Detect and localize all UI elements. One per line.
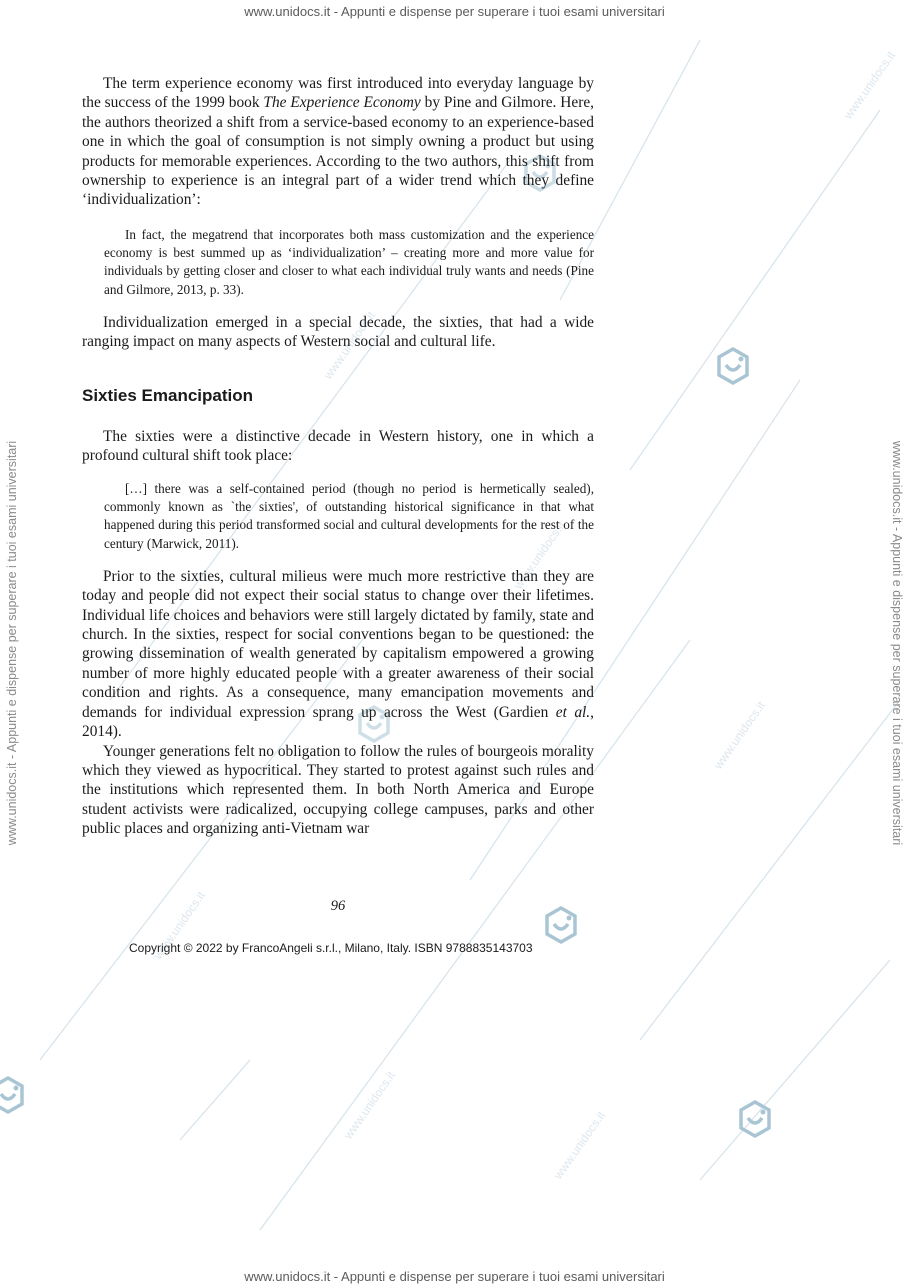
book-title: The Experience Economy <box>263 94 421 112</box>
paragraph-sixties-intro: The sixties were a distinctive decade in Western history, one in which a profound cultural shift took place: <box>82 427 594 465</box>
svg-text:www.unidocs.it: www.unidocs.it <box>320 308 378 382</box>
paragraph-text: , 2014). <box>82 703 595 741</box>
unidocs-logo-icon <box>0 1074 30 1118</box>
watermark-banner-top: www.unidocs.it - Appunti e dispense per superare i tuoi esami universitari <box>244 4 665 19</box>
paragraph-text: by Pine and Gilmore. Here, the authors theorized a shift from a service-based economy to an experience-based one in which the goal of consumption is not simply owning a product but using products for memorable experiences. According to the two authors, this shift from ownership to experience is an integral part of a wider trend which they define ‘individualization’: <box>82 94 594 209</box>
svg-text:www.unidocs.it: www.unidocs.it <box>510 518 568 592</box>
section-heading: Sixties Emancipation <box>82 385 253 405</box>
paragraph-prior-sixties <box>82 567 594 742</box>
paragraph-individualization: Individualization emerged in a special decade, the sixties, that had a wide ranging impact on many aspects of Western social and cultural life. <box>82 314 594 351</box>
copyright-notice: Copyright © 2022 by FrancoAngeli s.r.l., Milano, Italy. ISBN 9788835143703 <box>129 941 533 955</box>
page-number: 96 <box>330 898 346 914</box>
paragraph-text: The term experience economy was first introduced into everyday language by the success of the 1999 book <box>82 75 594 112</box>
unidocs-logo-icon <box>711 345 755 389</box>
watermark-banner-right: www.unidocs.it - Appunti e dispense per superare i tuoi esami universitari <box>890 440 904 846</box>
paragraph-intro <box>82 74 594 210</box>
unidocs-logo-icon <box>733 1098 777 1142</box>
svg-text:www.unidocs.it: www.unidocs.it <box>840 48 898 122</box>
watermark-banner-left: www.unidocs.it - Appunti e dispense per superare i tuoi esami universitari <box>5 440 19 846</box>
block-quote-pine-gilmore: In fact, the megatrend that incorporates both mass customization and the experience economy is best summed up as ‘individualization’ – creating more and more value for individuals by getting closer and closer to what each individual truly wants and needs (Pine and Gilmore, 2013, p. 33). <box>104 226 594 297</box>
svg-text:www.unidocs.it: www.unidocs.it <box>150 888 208 962</box>
svg-text:www.unidocs.it: www.unidocs.it <box>340 1068 398 1142</box>
block-quote-marwick: […] there was a self-contained period (though no period is hermetically sealed), commonly known as `the sixties', of outstanding historical significance in that what happened during this period transformed social and cultural developments for the rest of the century (Marwick, 2011). <box>104 480 594 551</box>
svg-text:www.unidocs.it: www.unidocs.it <box>710 698 768 772</box>
citation-etal: et al. <box>555 703 591 721</box>
paragraph-younger-generations: Younger generations felt no obligation to follow the rules of bourgeois morality which they viewed as hypocritical. They started to protest against such rules and the institutions which represented them. In both North America and Europe student activists were radicalized, occupying college campuses, parks and other public places and organizing anti-Vietnam war <box>82 742 594 838</box>
page-body <box>82 74 594 839</box>
paragraph-text: Prior to the sixties, cultural milieus were much more restrictive than they are today and people did not expect their social status to change over their lifetimes. Individual life choices and behaviors were still largely dictated by family, state and church. In the sixties, respect for social conventions began to be questioned: the growing dissemination of wealth generated by capitalism empowered a growing number of more highly educated people with a greater awareness of their social condition and rights. As a consequence, many emancipation movements and demands for individual expression sprang up across the West (Gardien <box>82 567 594 721</box>
watermark-banner-bottom: www.unidocs.it - Appunti e dispense per superare i tuoi esami universitari <box>244 1269 665 1284</box>
svg-text:www.unidocs.it: www.unidocs.it <box>550 1108 608 1182</box>
